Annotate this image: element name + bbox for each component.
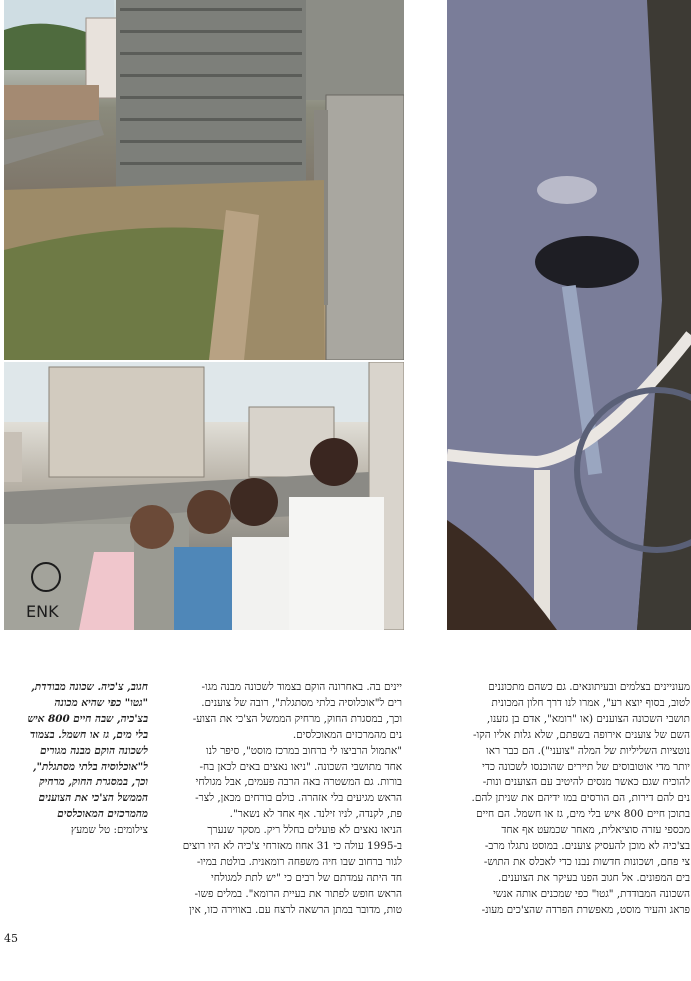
photo-children-group — [4, 362, 404, 630]
text-line: בים המפונים. אל חגוב הפנו בעיקר את הצוענים. — [498, 871, 690, 884]
caption-line: לשכונה הוקם מבנה מגורים — [40, 744, 148, 757]
text-line: מעוניינים בצלמים ובעיתונאים. גם כשהם מתכוננים — [488, 681, 690, 693]
photo-housing-blocks — [4, 0, 404, 360]
page-number: 45 — [4, 932, 18, 945]
text-line: הראש מגיעים בלי אזהרה. כולם בורחים מכאן, לצר- — [195, 792, 402, 805]
caption-line: בלי מים, גז או חשמל. בצמוד — [29, 728, 148, 741]
text-line: "אתמול הרביצו לי ברחוב במרכז מוסט", סיפר לנו — [206, 744, 402, 757]
text-line: פראג והעיר מוסט, מאפשרת הפרדה שהצ'כים מעונ- — [481, 903, 690, 916]
caption-line: "גטו" כפי שהיא מכונה — [54, 696, 148, 709]
caption-line: מהמרכזים המאוכלסים — [57, 808, 148, 821]
housing-blocks-illustration — [4, 0, 404, 360]
text-line: פת, לקנדה, לניו זילנד. אף אחד לא נשאר". — [229, 808, 402, 821]
text-line: רים ל"אוכלוסיה בלתי מסתגלת", רובה של צוענים. — [201, 696, 402, 709]
photo-caption — [4, 680, 148, 839]
text-line: טות, מדובר במתן הרשאה לרצח עם. באווירה כזו, אין — [189, 903, 402, 916]
text-line: תושבי השכונה הצוענים (או "רומא", אדם בן גזענו, — [486, 712, 690, 725]
text-line: בורות. גם המשטרה באה הרבה פעמים, אבל מגולחי — [195, 776, 402, 789]
text-line: לטוב, בסוף יוצא רע", אמרו לנו דרך חלון המכונית — [491, 696, 690, 709]
text-line: ב-1995 עולה כי 31 אחוז מאזרחי צ'כיה לא היו רוצים — [182, 840, 402, 853]
text-line: אחד מתושבי השכונה. "ניאו נאצים באים לכאן בח- — [199, 760, 402, 773]
bicycle-wall-illustration — [447, 0, 691, 630]
text-line: צי פחם, ושכונות חדשות נבנו כדי לאכלס את התוש- — [483, 855, 690, 868]
caption-line: ל"אוכלוסיה בלתי מסתגלת", — [32, 760, 148, 773]
text-line: יותר מדי אוטובוסים של תיירים שהוכנסו לשכונה כדי — [482, 760, 690, 773]
text-line: נים להם דירות, הם הורסים במו ידיהם את שניתן להם. — [471, 792, 690, 805]
text-line: חד היתה עמדתם של רבים כי "יש לתת למגולחי — [210, 871, 402, 884]
photo-credit: צילומים: טל שמעץ — [70, 824, 148, 837]
text-line: יינים בה. באחרונה הוקם בצמוד לשכונה מבנה מגו- — [201, 681, 402, 693]
text-line: לגור ברחוב שבו חיה משפחה רומאנית. בולטת במיו- — [196, 855, 402, 868]
text-line: נים מהמרכזים המאוכלסים. — [292, 728, 402, 741]
text-line: השם של צוענים אירופה בשפתם, שלא גלות אליו הקו- — [472, 728, 690, 741]
text-line: נוטציות השליליות של המלה "צועני"). הם כבר ראו — [486, 744, 690, 757]
article-column-middle — [155, 680, 402, 919]
text-line: להוכיח שגם כאשר מנסים להיטיב עם הצוענים ונות- — [482, 776, 690, 789]
text-line: מכספי עזרה סוציאלית, מאחר שכמעט אף אחד — [501, 824, 690, 837]
text-line: הניאו נאצים לא פועלים בחלל ריק. מסקר שנערך — [207, 824, 402, 837]
children-group-illustration — [4, 362, 404, 630]
text-line: בצ'כיה לא מוכן להעסיק צוענים. במוסט נתגלו מרב- — [484, 840, 690, 853]
text-line: וכך, במסגרת החוק, מרחיק הממשל הצ'כי את הצוע- — [192, 712, 402, 725]
text-line: הראש חופש לפתור את בעיית הרומא". במלים פשו- — [194, 887, 402, 900]
caption-line: וכך, במסגרת החוק, מרחיק — [39, 776, 148, 789]
text-line: בתוכן חיים 800 איש בלי מים, גז או חשמל. הם חיים — [476, 808, 690, 821]
text-line: השכונה המבודדת, "גטו" כפי שמכנים אותה אנשי — [493, 887, 690, 900]
article-column-right — [448, 680, 690, 919]
graffiti-text: ENK — [26, 602, 59, 621]
photo-bicycle-wall — [447, 0, 691, 630]
caption-line: הממשל הצ'כי את הצוענים — [38, 792, 148, 805]
caption-line: חגוב, צ'כיה. שכונה מבודדת, — [31, 681, 148, 693]
caption-line: בצ'כיה, שבה חיים 800 איש — [27, 712, 148, 725]
